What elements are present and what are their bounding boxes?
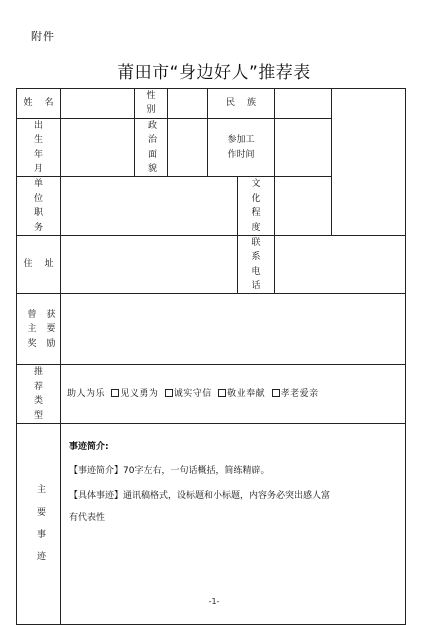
deeds-detail-hint: 【具体事迹】通讯稿格式，设标题和小标题，内容务必突出感人富 (69, 490, 331, 501)
political-status-field[interactable] (168, 118, 208, 177)
address-field[interactable] (61, 235, 238, 294)
type-option-dedicated[interactable]: 敬业奉献 (215, 389, 265, 399)
political-status-label: 政 治 面 貌 (135, 118, 168, 177)
birth-label: 出 生 年 月 (17, 118, 61, 177)
awards-field[interactable] (61, 294, 406, 365)
work-start-field[interactable] (275, 118, 332, 177)
education-label: 文 化 程 度 (238, 177, 275, 236)
checkbox-icon[interactable] (165, 389, 173, 397)
recommend-type-options (61, 365, 406, 424)
deeds-heading: 事迹简介: (69, 442, 109, 453)
ethnicity-label: 民 族 (208, 89, 275, 119)
name-label: 姓 名 (17, 89, 61, 119)
contact-field[interactable] (275, 235, 406, 294)
gender-field[interactable] (168, 89, 208, 119)
type-option-honest[interactable]: 诚实守信 (162, 389, 212, 399)
education-field[interactable] (275, 177, 332, 236)
deeds-detail-hint-continued: 有代表性 (69, 513, 106, 524)
type-option-helping[interactable]: 助人为乐 (67, 389, 106, 400)
deeds-intro-hint: 【事迹简介】70字左右，一句话概括，简练精辟。 (69, 466, 270, 477)
recommendation-form (16, 88, 406, 625)
contact-label: 联 系 电 话 (238, 235, 275, 294)
awards-label: 曾 获 主 要 奖 励 (17, 294, 61, 365)
photo-cell[interactable] (332, 89, 406, 236)
checkbox-icon[interactable] (111, 389, 119, 397)
work-start-label: 参加工 作时间 (208, 118, 275, 177)
main-deeds-field[interactable] (61, 424, 406, 625)
checkbox-icon[interactable] (218, 389, 226, 397)
employer-position-field[interactable] (61, 177, 238, 236)
page-number: -1- (208, 597, 220, 606)
birth-field[interactable] (61, 118, 135, 177)
type-option-brave[interactable]: 见义勇为 (108, 389, 158, 399)
name-field[interactable] (61, 89, 135, 119)
gender-label: 性别 (135, 89, 168, 119)
main-deeds-label: 主 要 事 迹 (17, 424, 61, 625)
ethnicity-field[interactable] (275, 89, 332, 119)
attachment-label: 附件 (31, 30, 55, 43)
checkbox-icon[interactable] (272, 389, 280, 397)
type-option-filial[interactable]: 孝老爱亲 (269, 389, 319, 399)
form-title: 莆田市“身边好人”推荐表 (117, 63, 311, 83)
address-label: 住 址 (17, 235, 61, 294)
recommend-type-label: 推 荐 类 型 (17, 365, 61, 424)
employer-position-label: 单 位 职 务 (17, 177, 61, 236)
